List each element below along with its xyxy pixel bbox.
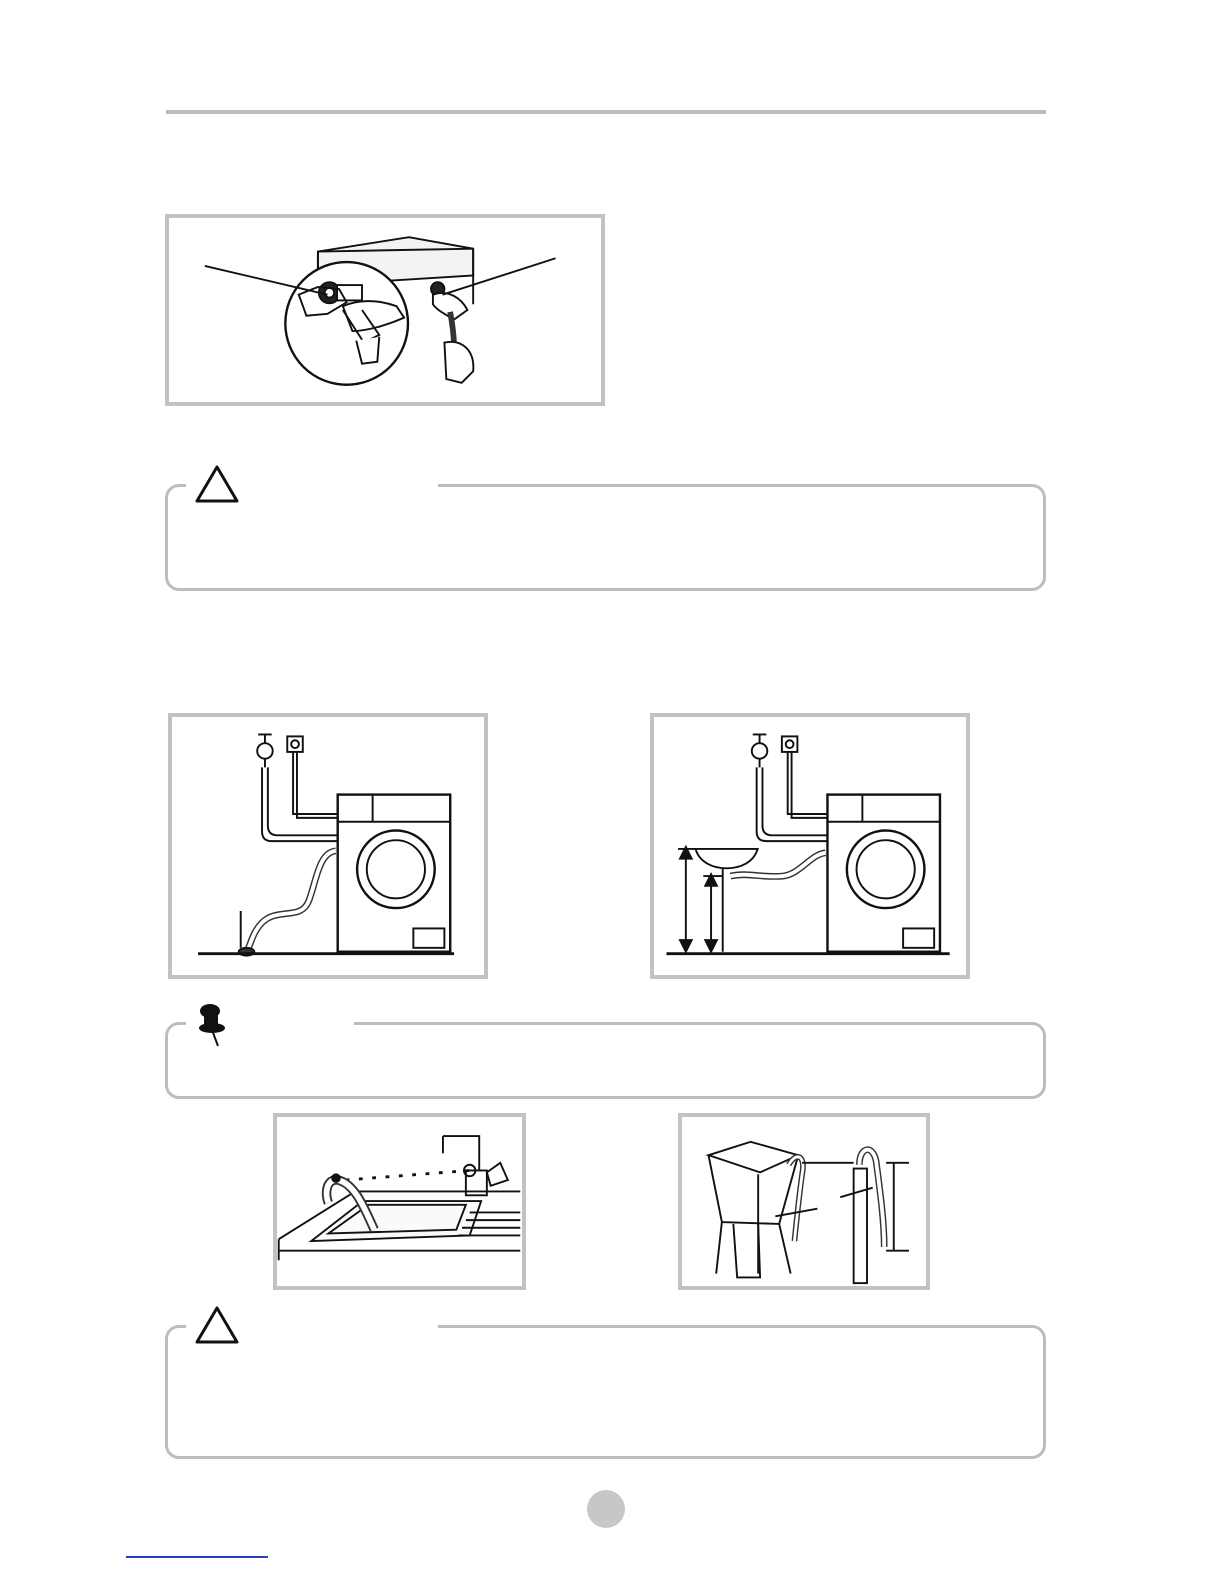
drain-floor-illustration [172, 717, 484, 975]
caution-box-drain [165, 1325, 1046, 1459]
pushpin-icon [196, 1002, 230, 1048]
figure-inlet-hose-connection [165, 214, 605, 406]
note-box-drain [165, 1022, 1046, 1099]
figure-hose-tub-standpipe [678, 1113, 930, 1290]
footer-link[interactable] [126, 1556, 268, 1558]
drain-sink-height-illustration [654, 717, 966, 975]
hose-over-sink-illustration [277, 1117, 522, 1286]
hose-tub-standpipe-illustration [682, 1117, 926, 1286]
page-number-badge [587, 1490, 625, 1528]
inlet-hose-illustration [169, 218, 601, 402]
warning-triangle-icon [194, 464, 240, 504]
header-rule [166, 110, 1046, 114]
caution-box-inlet [165, 484, 1046, 591]
figure-hose-over-sink [273, 1113, 526, 1290]
warning-triangle-icon [194, 1305, 240, 1345]
figure-drain-sink-height [650, 713, 970, 979]
figure-drain-floor [168, 713, 488, 979]
